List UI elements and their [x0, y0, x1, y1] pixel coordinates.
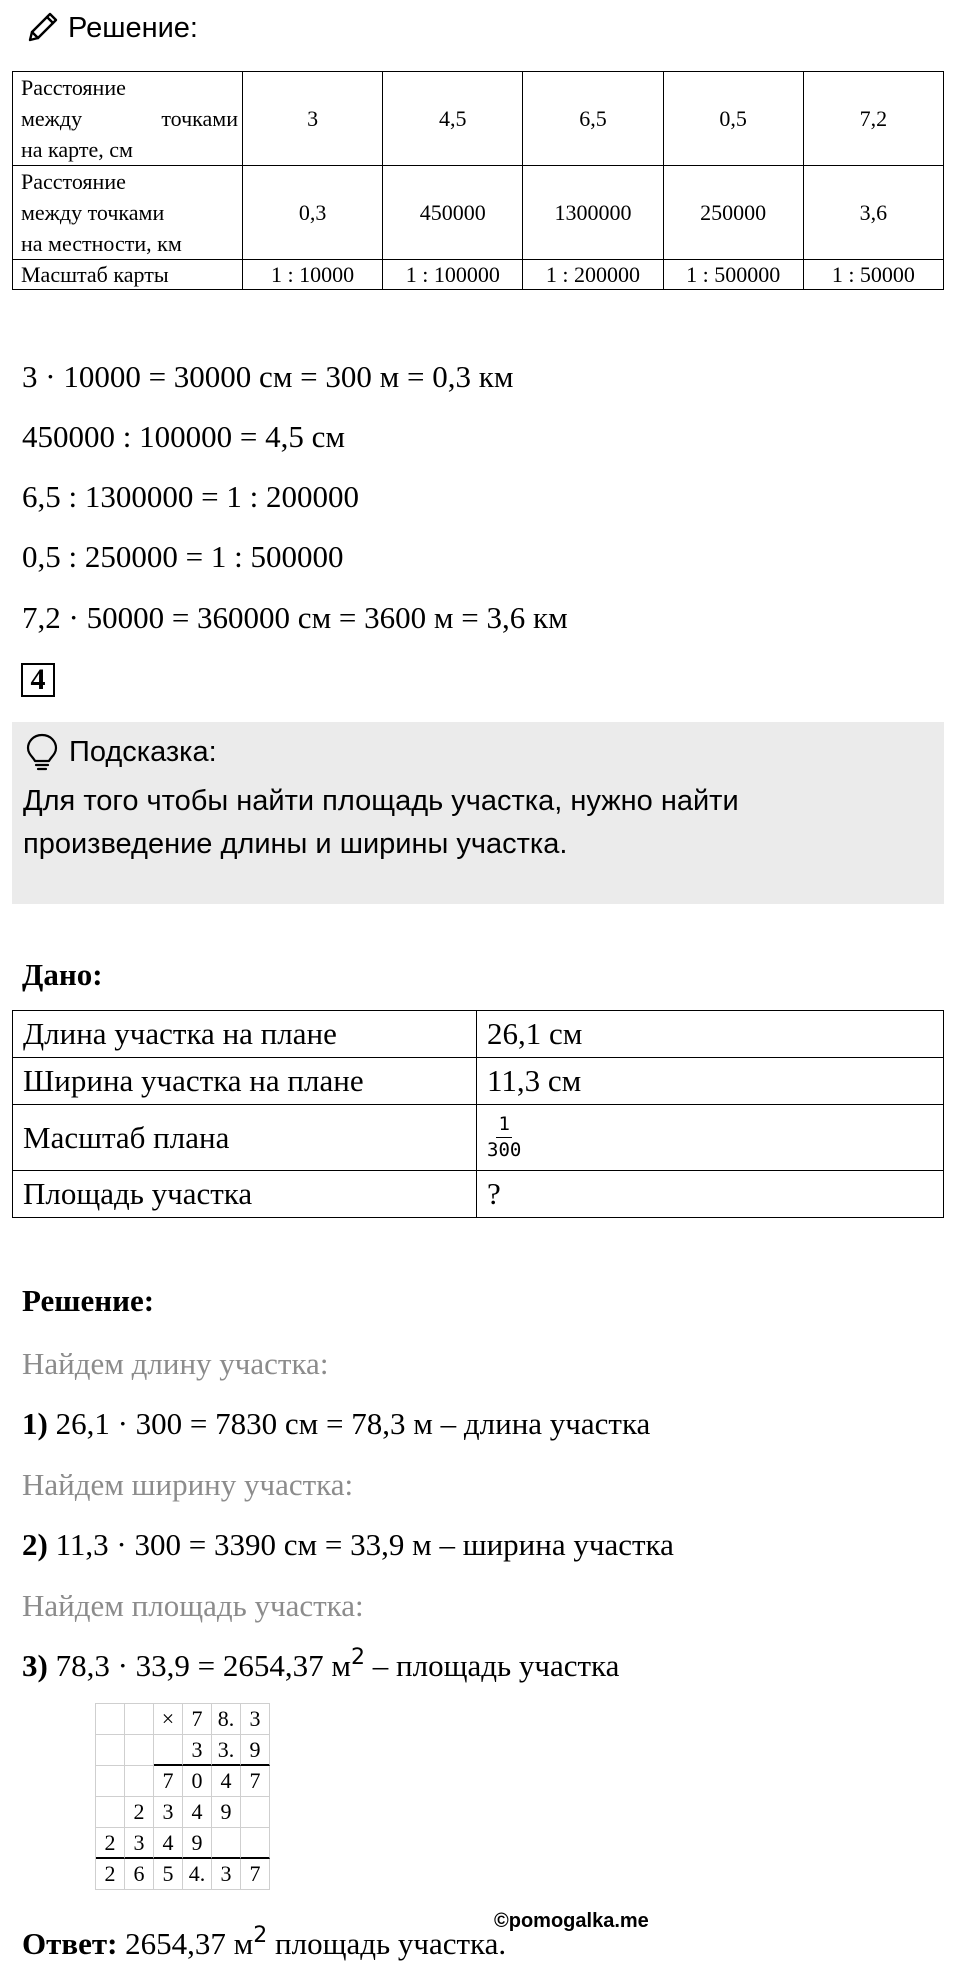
grid-cell: 8.	[212, 1704, 241, 1735]
grid-cell: 3.	[212, 1735, 241, 1766]
hint-title	[25, 730, 217, 774]
grid-cell: 3	[154, 1797, 183, 1828]
step-caption: Найдем длину участка:	[22, 1346, 329, 1381]
row-label	[13, 72, 243, 166]
step-number: 3)	[22, 1648, 48, 1683]
table-cell: 6,5	[523, 72, 663, 166]
solution-heading: Решение:	[22, 1283, 155, 1318]
label-line: Расстояние	[21, 75, 126, 100]
grid-cell: 9	[241, 1735, 270, 1766]
table-cell: 3,6	[803, 166, 943, 260]
grid-cell: 7	[154, 1766, 183, 1797]
grid-cell	[241, 1797, 270, 1828]
grid-cell: 3	[212, 1859, 241, 1890]
grid-cell: 7	[241, 1859, 270, 1890]
table-cell: 1 : 50000	[803, 260, 943, 290]
label-line: между точками	[21, 106, 238, 131]
lightbulb-icon	[25, 732, 59, 772]
calculation-line: 0,5 : 250000 = 1 : 500000	[22, 539, 344, 574]
grid-cell: 2	[96, 1828, 125, 1859]
grid-cell	[125, 1766, 154, 1797]
table-row	[13, 1171, 944, 1218]
grid-cell: 3	[125, 1828, 154, 1859]
label-line: Расстояние	[21, 169, 126, 194]
calculation-line: 3 · 10000 = 30000 см = 300 м = 0,3 км	[22, 359, 514, 394]
label-line: на местности, км	[21, 231, 182, 256]
given-value: 26,1 см	[477, 1011, 944, 1058]
solution-header-label: Решение:	[68, 11, 198, 44]
hint-text	[23, 780, 923, 866]
step-caption: Найдем площадь участка:	[22, 1588, 364, 1623]
hint-emphasis: произведение длины и ширины участка	[23, 828, 560, 860]
calculation-line: 6,5 : 1300000 = 1 : 200000	[22, 479, 359, 514]
step-line	[22, 1404, 650, 1444]
grid-cell: 3	[241, 1704, 270, 1735]
grid-cell	[241, 1828, 270, 1859]
hint-title-label: Подсказка:	[69, 735, 217, 768]
grid-cell: 4	[183, 1797, 212, 1828]
grid-cell	[125, 1735, 154, 1766]
answer-label: Ответ:	[22, 1926, 118, 1961]
grid-cell	[212, 1828, 241, 1859]
grid-cell: 6	[125, 1859, 154, 1890]
grid-cell: 2	[125, 1797, 154, 1828]
grid-cell: 3	[183, 1735, 212, 1766]
grid-cell	[96, 1797, 125, 1828]
grid-cell: 9	[183, 1828, 212, 1859]
superscript: 2	[253, 1923, 268, 1948]
grid-cell	[125, 1704, 154, 1735]
scale-fraction	[487, 1112, 521, 1163]
table-row	[13, 72, 944, 166]
grid-cell: 4	[154, 1828, 183, 1859]
step-number: 2)	[22, 1527, 48, 1562]
step-line	[22, 1525, 674, 1565]
task-number-box: 4	[21, 663, 55, 697]
table-row	[13, 260, 944, 290]
step-line	[22, 1646, 619, 1686]
given-label: Длина участка на плане	[13, 1011, 477, 1058]
table-cell: 3	[243, 72, 383, 166]
table-row	[13, 166, 944, 260]
hint-box	[12, 722, 944, 904]
grid-cell: 2	[96, 1859, 125, 1890]
table-row	[13, 1058, 944, 1105]
label-line: на карте, см	[21, 137, 133, 162]
row-label	[13, 166, 243, 260]
step-text: 11,3 · 300 = 3390 см = 33,9 м – ширина участка	[47, 1527, 674, 1562]
watermark: ©pomogalka.me	[494, 1910, 649, 1932]
given-table	[12, 1010, 944, 1218]
grid-cell	[96, 1735, 125, 1766]
table-cell: 1300000	[523, 166, 663, 260]
grid-cell: 0	[183, 1766, 212, 1797]
table-cell: 1 : 100000	[383, 260, 523, 290]
grid-cell	[96, 1704, 125, 1735]
grid-cell: 7	[183, 1704, 212, 1735]
fraction-denominator: 300	[487, 1139, 522, 1161]
given-value	[477, 1105, 944, 1171]
answer-line	[22, 1924, 506, 1964]
map-scale-table	[12, 71, 944, 290]
table-cell: 4,5	[383, 72, 523, 166]
grid-cell: ×	[154, 1704, 183, 1735]
step-caption: Найдем ширину участка:	[22, 1467, 354, 1502]
given-heading: Дано:	[22, 957, 103, 992]
table-cell: 0,3	[243, 166, 383, 260]
step-text: – площадь участка	[365, 1648, 620, 1683]
given-label: Площадь участка	[13, 1171, 477, 1218]
fraction-numerator: 1	[496, 1112, 511, 1138]
solution-header	[22, 6, 198, 50]
step-text: 78,3 · 33,9 = 2654,37 м	[47, 1648, 352, 1683]
calculation-line: 450000 : 100000 = 4,5 см	[22, 419, 345, 454]
hint-text-part: Для того чтобы найти	[23, 785, 323, 817]
grid-cell: 5	[154, 1859, 183, 1890]
table-cell: 450000	[383, 166, 523, 260]
given-value: 11,3 см	[477, 1058, 944, 1105]
grid-cell: 4.	[183, 1859, 212, 1890]
grid-cell: 7	[241, 1766, 270, 1797]
grid-cell: 4	[212, 1766, 241, 1797]
table-cell: 7,2	[803, 72, 943, 166]
calculation-line: 7,2 · 50000 = 360000 см = 3600 м = 3,6 км	[22, 600, 568, 635]
table-row	[13, 1011, 944, 1058]
pencil-icon	[22, 8, 62, 48]
table-cell: 1 : 10000	[243, 260, 383, 290]
table-cell: 1 : 200000	[523, 260, 663, 290]
table-cell: 0,5	[663, 72, 803, 166]
answer-suffix: площадь участка.	[267, 1926, 507, 1961]
row-label: Масштаб карты	[13, 260, 243, 290]
table-cell: 250000	[663, 166, 803, 260]
step-number: 1)	[22, 1406, 48, 1441]
hint-text-part: , нужно найти	[554, 785, 739, 817]
grid-cell: 9	[212, 1797, 241, 1828]
table-cell: 1 : 500000	[663, 260, 803, 290]
multiplication-grid	[95, 1703, 270, 1890]
superscript: 2	[351, 1645, 366, 1670]
given-label: Масштаб плана	[13, 1105, 477, 1171]
hint-emphasis: площадь участка	[322, 785, 555, 817]
step-text: 26,1 · 300 = 7830 см = 78,3 м – длина участка	[47, 1406, 651, 1441]
given-value: ?	[477, 1171, 944, 1218]
answer-value: 2654,37 м	[117, 1926, 254, 1961]
hint-text-part: .	[559, 828, 568, 860]
grid-cell	[154, 1735, 183, 1766]
given-label: Ширина участка на плане	[13, 1058, 477, 1105]
label-line: между точками	[21, 200, 165, 225]
grid-cell	[96, 1766, 125, 1797]
table-row	[13, 1105, 944, 1171]
